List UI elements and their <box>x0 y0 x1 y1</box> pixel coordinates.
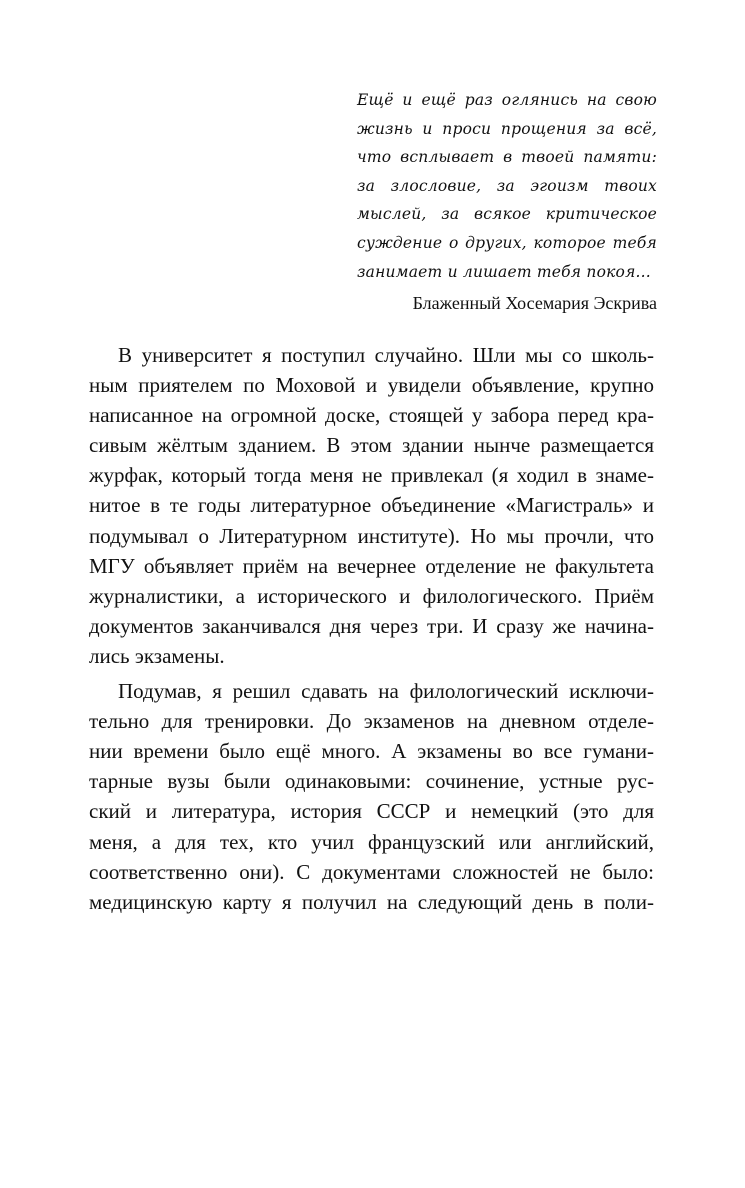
paragraph <box>89 676 654 917</box>
text-line: меня, а для тех, кто учил французский или английский, <box>89 829 654 854</box>
epigraph-author: Блаженный Хосемария Эскрива <box>412 293 657 314</box>
text-line: журналистики, а исторического и филологического. Приём <box>89 583 654 608</box>
text-line: написанное на огромной доске, стоящей у забора перед кра- <box>89 403 654 428</box>
epigraph-line: что всплывает в твоей памяти: <box>357 148 657 167</box>
text-line: медицинскую карту я получил на следующий день в поли- <box>89 889 654 914</box>
body-text <box>89 340 654 922</box>
text-line: подумывал о Литературном институте). Но мы прочли, что <box>89 523 654 548</box>
text-line: тельно для тренировки. До экзаменов на дневном отделе- <box>89 709 654 734</box>
text-line: ский и литература, история СССР и немецкий (это для <box>89 799 654 824</box>
text-line: нии времени было ещё много. А экзамены во все гумани- <box>89 739 654 764</box>
text-line: Подумав, я решил сдавать на филологический исключи- <box>118 679 654 704</box>
text-line: нитое в те годы литературное объединение «Магистраль» и <box>89 493 654 518</box>
text-line: МГУ объявляет приём на вечернее отделение не факультета <box>89 553 654 578</box>
text-line: В университет я поступил случайно. Шли мы со школь- <box>118 343 654 367</box>
text-line: документов заканчивался дня через три. И сразу же начина- <box>89 613 654 638</box>
text-line: тарные вузы были одинаковыми: сочинение, устные рус- <box>89 769 654 794</box>
epigraph-line: суждение о других, которое тебя <box>357 233 657 252</box>
text-line: сивым жёлтым зданием. В этом здании нынче размещается <box>89 433 654 458</box>
text-line: ным приятелем по Моховой и увидели объявление, крупно <box>89 373 654 398</box>
text-line: журфак, который тогда меня не привлекал (я ходил в знаме- <box>89 463 654 488</box>
epigraph-line: Ещё и ещё раз оглянись на свою <box>357 91 657 109</box>
epigraph-line: жизнь и проси прощения за всё, <box>357 119 657 138</box>
epigraph-line: мыслей, за всякое критическое <box>357 205 657 224</box>
epigraph-line: за злословие, за эгоизм твоих <box>357 176 657 195</box>
epigraph-line: занимает и лишает тебя покоя... <box>357 262 651 281</box>
paragraph <box>89 340 654 671</box>
text-line: соответственно они). С документами сложностей не было: <box>89 859 654 884</box>
text-line: лись экзамены. <box>89 643 225 668</box>
epigraph <box>357 86 657 318</box>
